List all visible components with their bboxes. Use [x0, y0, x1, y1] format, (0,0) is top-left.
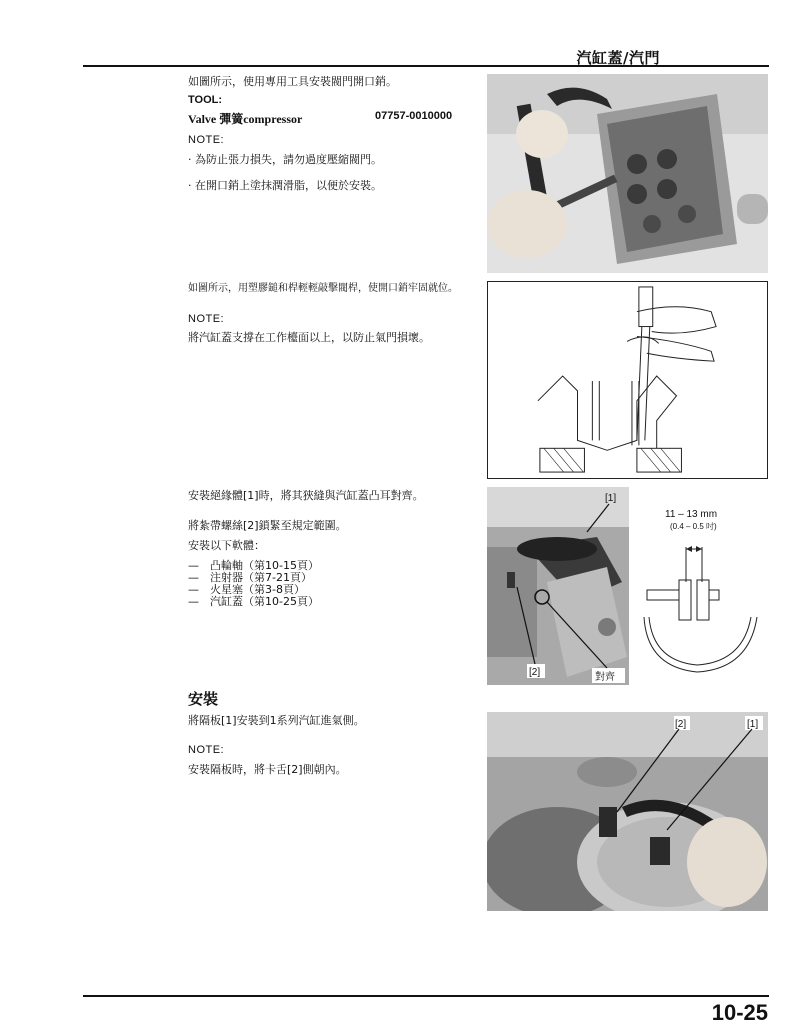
- fig3-dim-mm: 11 – 13 mm: [665, 509, 718, 520]
- figure-separator-install-photo: [487, 712, 768, 911]
- figure-2-drawing: [488, 282, 767, 478]
- block2-note: 將汽缸蓋支撐在工作檯面以上，以防止氣門損壞。: [188, 331, 430, 344]
- block3-item-3: — 火星塞（第3-8頁）: [188, 583, 305, 596]
- block3-item-1: — 凸輪軸（第10-15頁）: [188, 559, 319, 572]
- tool-name: Valve 彈簧compressor: [188, 112, 303, 126]
- tool-label: TOOL:: [188, 94, 223, 106]
- block2-note-label: NOTE:: [188, 313, 225, 325]
- fig3-align-label: 對齊: [595, 672, 615, 683]
- fig4-callout-1: [1]: [747, 719, 759, 730]
- block4-note: 安裝隔板時，將卡舌[2]側朝內。: [188, 763, 347, 776]
- block3-line2: 將紮帶螺絲[2]鎖緊至規定範圍。: [188, 519, 347, 532]
- block1-intro: 如圖所示，使用專用工具安裝閥門開口銷。: [188, 75, 397, 88]
- block3-item-2: — 注射器（第7-21頁）: [188, 571, 312, 584]
- fig3-callout-1: [1]: [605, 493, 617, 504]
- figure-4-drawing: [487, 712, 768, 911]
- block4-line1: 將隔板[1]安裝到1系列汽缸進氣側。: [188, 714, 365, 727]
- block1-bullet-1: · 為防止張力損失，請勿過度壓縮閥門。: [188, 153, 382, 166]
- block3-line3: 安裝以下軟體：: [188, 539, 265, 552]
- header-rule: [83, 65, 769, 67]
- section-title: 汽缸蓋/汽門: [576, 49, 660, 67]
- block4-note-label: NOTE:: [188, 744, 225, 756]
- fig3-callout-2: [2]: [529, 667, 541, 678]
- block2-intro: 如圖所示，用塑膠鎚和桿輕輕敲擊閥桿，使開口銷牢固就位。: [188, 283, 458, 294]
- figure-1-drawing: [487, 74, 768, 273]
- block3-item-4: — 汽缸蓋（第10-25頁）: [188, 595, 319, 608]
- fig3-dim-in: (0.4 – 0.5 吋): [670, 522, 717, 531]
- fig4-callout-2: [2]: [675, 719, 687, 730]
- figure-valve-spring-compressor-photo: [487, 74, 768, 273]
- tool-number: 07757-0010000: [375, 110, 453, 122]
- page-number: 10-25: [711, 1000, 768, 1025]
- figure-3-drawing: [487, 487, 768, 685]
- figure-insulator-alignment: [487, 487, 768, 685]
- install-heading: 安裝: [188, 690, 219, 708]
- block1-bullet-2: · 在開口銷上塗抹潤滑脂，以便於安裝。: [188, 179, 382, 192]
- block3-line1: 安裝絕緣體[1]時，將其狹縫與汽缸蓋凸耳對齊。: [188, 489, 424, 502]
- footer-rule: [83, 995, 769, 997]
- block1-note-label: NOTE:: [188, 134, 225, 146]
- figure-seating-cotters-drawing: [487, 281, 768, 479]
